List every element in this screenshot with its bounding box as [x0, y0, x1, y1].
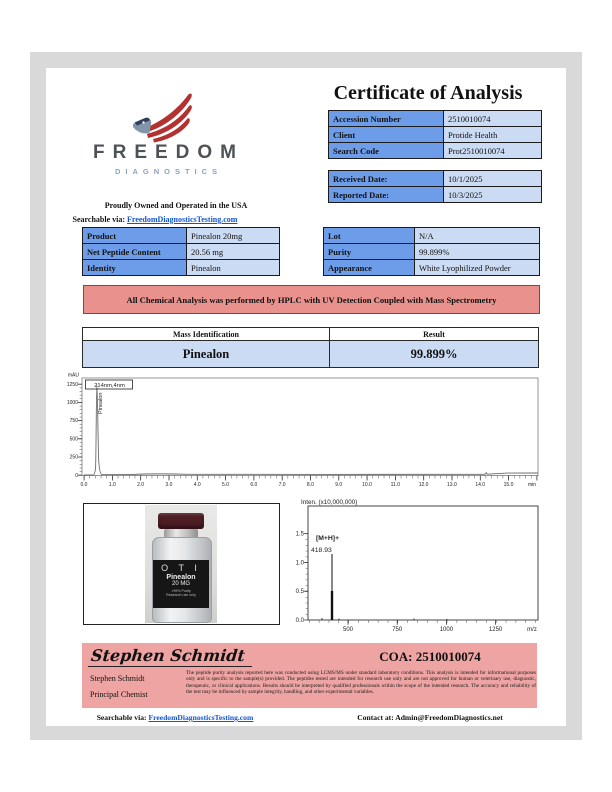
ms-x-tick-labels [343, 627, 537, 633]
footer-contact: Contact at: Admin@FreedomDiagnostics.net [357, 713, 503, 722]
chromatogram-y-tick-labels [67, 382, 78, 479]
y-tick-0-0: 0.0 [295, 618, 304, 624]
y-tick-250: 250 [69, 454, 78, 461]
vial-brand-wrap-text: O T I [161, 563, 201, 573]
x-tick: 8.0 [306, 482, 314, 488]
y-tick-0-5: 0.5 [295, 589, 304, 596]
signature-script-text: Stephen Schmidt [88, 646, 254, 667]
net-peptide-content-label: Net Peptide Content [83, 244, 187, 259]
detector-label: 214nm,4nm [94, 382, 125, 389]
chemist-name: Stephen Schmidt [90, 674, 145, 683]
mass-identification-value: Pinealon [83, 341, 330, 367]
table-row [83, 228, 279, 244]
disclaimer-text: The peptide purity analysis reported here was conducted using LCMS/MS under standard laboratory conditions. This analysis is intended for informational purposes only and is specific to the sample(s) provided. The peptides tested are intended for research use only and are not approved for human or veterinary use, diagnostic, therapeutic, or clinical applications. Results should be interpreted by qualified professionals within the scope of the intended research. The accuracy and reliability of the test may be influenced by sample integrity, handling, and other experimental variables. [186, 670, 536, 696]
x-tick: 12.0 [418, 482, 429, 488]
y-tick-1000: 1000 [66, 400, 78, 406]
chromatogram-x-tick-labels [81, 482, 537, 488]
vial-product-name: Pinealon [166, 574, 196, 581]
x-tick-1000: 1000 [439, 627, 454, 633]
product-vial-photo-box [83, 503, 280, 625]
received-date-label: Received Date: [329, 171, 444, 186]
vial-research-line: Research use only [166, 593, 196, 598]
x-tick-500: 500 [342, 627, 354, 633]
ms-plot-border [308, 506, 538, 620]
document-page [46, 68, 566, 726]
purity-value: 99.899% [415, 244, 539, 259]
y-tick-1-0: 1.0 [295, 560, 304, 567]
x-unit-label: m/z [527, 627, 537, 633]
x-tick: 13.0 [447, 482, 457, 488]
method-banner: All Chemical Analysis was performed by HPLC with UV Detection Coupled with Mass Spectrometry [83, 285, 540, 314]
accession-number-label: Accession Number [329, 111, 444, 126]
identity-label: Identity [83, 260, 187, 275]
x-tick: 5.0 [222, 482, 229, 488]
vial-strength: 20 MG [171, 581, 190, 587]
y-tick-0: 0 [75, 472, 78, 479]
identity-value: Pinealon [187, 260, 279, 275]
ms-title: Inten. (x10,000,000) [301, 499, 358, 506]
net-peptide-content-value: 20.56 mg [187, 244, 279, 259]
table-row [324, 244, 539, 260]
dates-table [328, 170, 542, 203]
x-tick: 4.0 [193, 482, 201, 488]
logo-tagline: Proudly Owned and Operated in the USA [104, 201, 248, 210]
x-tick-750: 750 [392, 627, 403, 633]
mass-result-value: 99.899% [410, 346, 458, 361]
table-row [83, 244, 279, 260]
y-tick-500: 500 [69, 436, 78, 443]
appearance-value: White Lyophilized Powder [415, 260, 539, 275]
chemist-role: Principal Chemist [90, 690, 148, 699]
appearance-label: Appearance [324, 260, 415, 275]
purity-label: Purity [324, 244, 415, 259]
spec-table [323, 227, 540, 276]
table-row [324, 260, 539, 275]
table-row [83, 260, 279, 275]
product-label: Product [83, 228, 187, 243]
vial-label [153, 560, 209, 608]
x-tick: 14.0 [475, 482, 486, 488]
searchable-link[interactable]: FreedomDiagnosticsTesting.com [127, 215, 238, 224]
reported-date-label: Reported Date: [329, 187, 444, 202]
received-date-value: 10/1/2025 [444, 171, 541, 186]
y-tick-1-5: 1.5 [295, 531, 304, 538]
footer-searchable-label: Searchable via: [96, 713, 147, 722]
searchable-label: Searchable via: [72, 215, 126, 224]
chemist-signature [89, 646, 253, 667]
x-unit-label: min [527, 482, 537, 488]
signature-block [82, 643, 537, 708]
lot-value: N/A [415, 228, 539, 243]
accession-number-value: 2510010074 [444, 111, 541, 126]
client-label: Client [329, 127, 444, 142]
reported-date-value: 10/3/2025 [444, 187, 541, 202]
client-value: Protide Health [444, 127, 541, 142]
mass-identification-header: Mass Identification [83, 328, 330, 340]
result-header: Result [423, 330, 445, 339]
mass-spectrum-chart [292, 495, 548, 641]
ms-y-tick-labels [296, 532, 305, 624]
lot-label: Lot [324, 228, 415, 243]
vial-cap [158, 513, 204, 529]
page-title: Certificate of Analysis [333, 82, 523, 104]
x-tick: 2.0 [137, 482, 145, 488]
product-value: Pinealon 20mg [187, 228, 279, 243]
table-row [324, 228, 539, 244]
x-tick: 9.0 [335, 482, 343, 488]
y-tick-750: 750 [69, 418, 78, 425]
hplc-chromatogram-chart [52, 370, 546, 494]
logo-searchable-line [46, 215, 264, 224]
search-code-label: Search Code [329, 143, 444, 158]
x-tick: 7.0 [278, 482, 286, 488]
x-tick: 0.0 [80, 482, 88, 488]
x-tick: 3.0 [165, 482, 173, 488]
y-tick-1250: 1250 [66, 381, 78, 388]
x-tick: 15.0 [503, 482, 514, 488]
x-tick: 10.0 [362, 482, 372, 488]
peak-name-label: Pinealon [98, 392, 104, 414]
x-tick-1250: 1250 [488, 627, 503, 633]
x-tick: 1.0 [108, 482, 116, 488]
coa-number: COA: 2510010074 [379, 649, 481, 664]
table-row [329, 143, 541, 158]
accession-table [328, 110, 542, 159]
x-tick: 11.0 [390, 482, 400, 488]
eagle-flag-logo-icon [131, 93, 201, 143]
mass-identification-table [82, 327, 539, 368]
footer-searchable-line [85, 713, 265, 722]
table-row [329, 187, 541, 202]
chromatogram-plot-border [82, 378, 538, 476]
footer-searchable-link[interactable]: FreedomDiagnosticsTesting.com [148, 713, 254, 722]
vial-purity-line: >99% Purity [171, 589, 191, 593]
table-row [329, 127, 541, 143]
ms-mz-value: 418.93 [311, 547, 332, 554]
table-row [329, 171, 541, 187]
mass-table-data-row [83, 341, 538, 367]
ms-adduct-label: [M+H]+ [316, 535, 340, 542]
mass-table-header-row [83, 328, 538, 341]
vial-photo [145, 505, 217, 623]
chromatogram-y-unit-label: mAU [67, 372, 79, 379]
x-tick: 6.0 [250, 482, 258, 488]
logo-subbrand-text: DIAGNOSTICS [114, 167, 223, 176]
vial-glass-body [152, 537, 212, 623]
logo-brand-text: FREEDOM [93, 142, 244, 163]
search-code-value: Prot2510010074 [444, 143, 541, 158]
table-row [329, 111, 541, 127]
product-table [82, 227, 280, 276]
